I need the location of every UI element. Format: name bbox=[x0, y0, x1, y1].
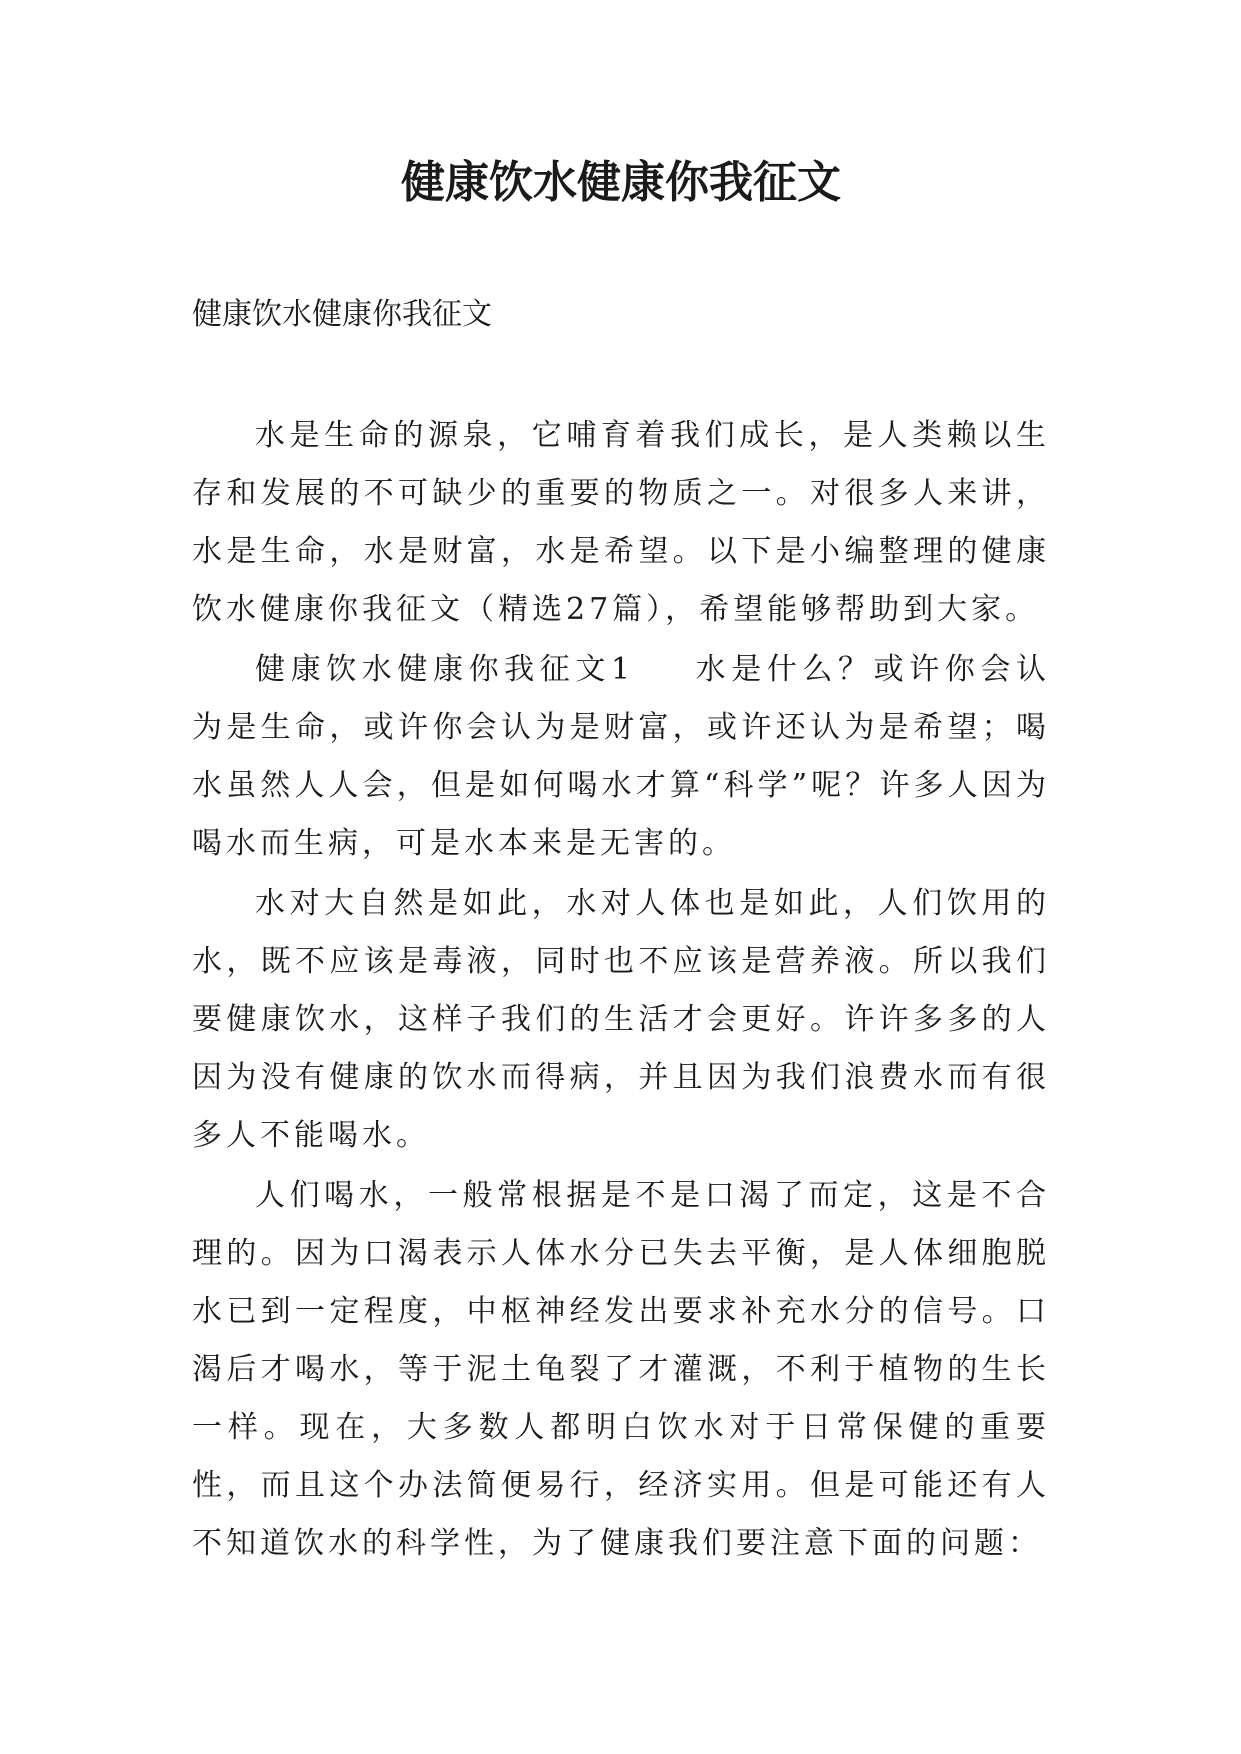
document-subtitle: 健康饮水健康你我征文 bbox=[192, 297, 492, 332]
document-page bbox=[192, 0, 1050, 1754]
document-body bbox=[192, 407, 1050, 1573]
paragraph-essay-1 bbox=[192, 641, 1050, 873]
paragraph-intro: 水是生命的源泉，它哺育着我们成长，是人类赖以生存和发展的不可缺少的重要的物质之一。对很多人来讲，水是生命，水是财富，水是希望。以下是小编整理的健康饮水健康你我征文（精选27篇），希望能够帮助到大家。 bbox=[192, 418, 1050, 627]
paragraph-thirst: 人们喝水，一般常根据是不是口渴了而定，这是不合理的。因为口渴表示人体水分已失去平衡，是人体细胞脱水已到一定程度，中枢神经发出要求补充水分的信号。口渴后才喝水，等于泥土龟裂了才灌溉，不利于植物的生长一样。现在，大多数人都明白饮水对于日常保健的重要性，而且这个办法简便易行，经济实用。但是可能还有人不知道饮水的科学性，为了健康我们要注意下面的问题： bbox=[192, 1178, 1050, 1561]
essay-1-text: 水是什么？或许你会认为是生命，或许你会认为是财富，或许还认为是希望；喝水虽然人人会，但是如何喝水才算“科学”呢？许多人因为喝水而生病，可是水本来是无害的。 bbox=[192, 652, 1050, 861]
paragraph-water-nature: 水对大自然是如此，水对人体也是如此，人们饮用的水，既不应该是毒液，同时也不应该是营养液。所以我们要健康饮水，这样子我们的生活才会更好。许许多多的人因为没有健康的饮水而得病，并且因为我们浪费水而有很多人不能喝水。 bbox=[192, 886, 1050, 1153]
document-title: 健康饮水健康你我征文 bbox=[401, 157, 841, 208]
essay-1-heading: 健康饮水健康你我征文1 bbox=[255, 652, 635, 687]
